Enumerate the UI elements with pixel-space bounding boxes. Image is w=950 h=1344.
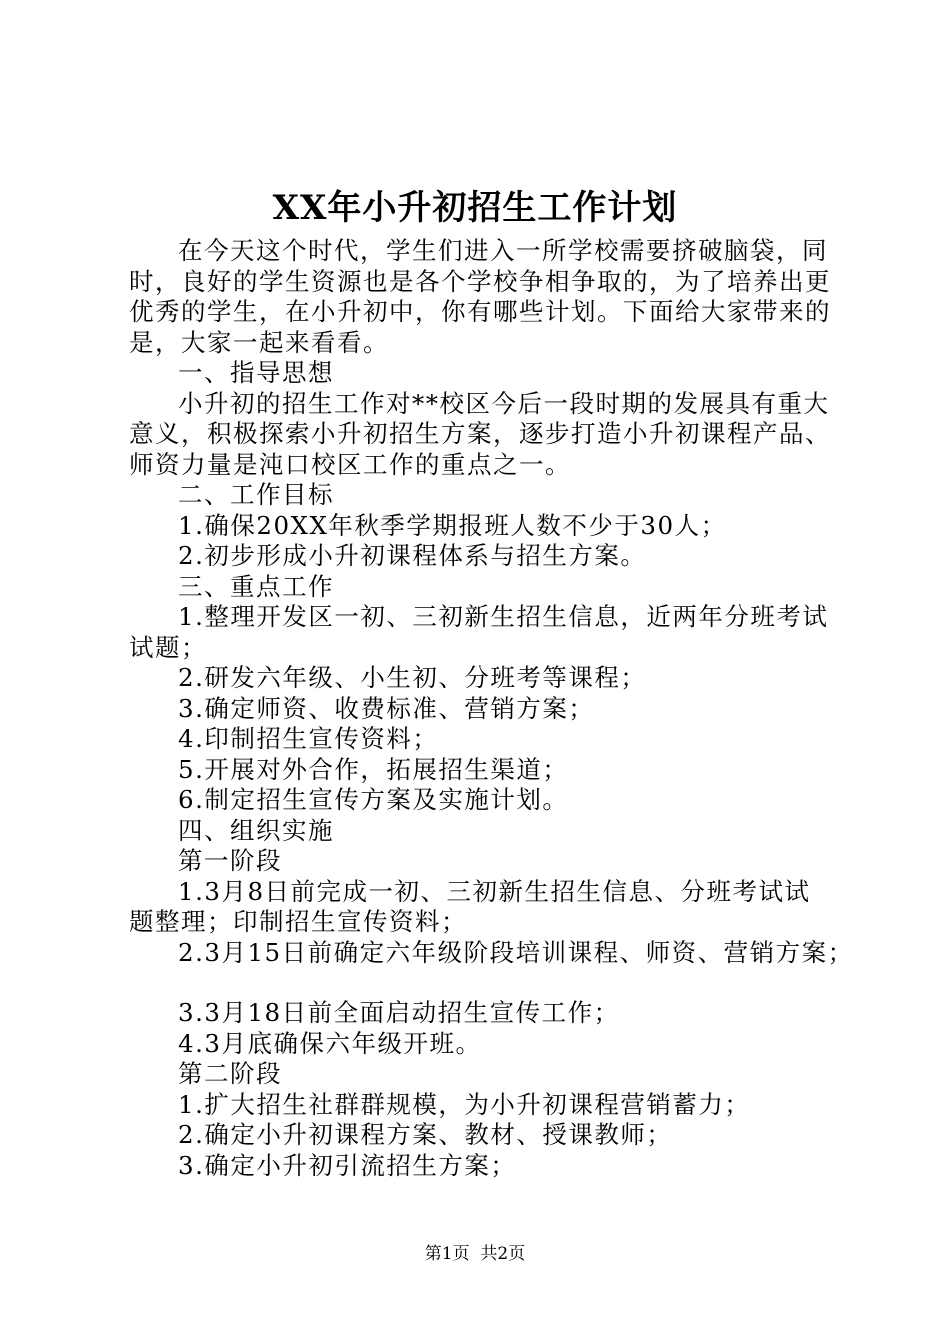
- intro-paragraph: 在今天这个时代，学生们进入一所学校需要挤破脑袋，同时，良好的学生资源也是各个学校争相争取的，为了培养出更优秀的学生，在小升初中，你有哪些计划。下面给大家带来的是，大家一起来看看。: [129, 236, 831, 357]
- phase-one-item-4: 4.3月底确保六年级开班。: [178, 1028, 482, 1058]
- phase-two-item-3: 3.确定小升初引流招生方案；: [178, 1150, 517, 1180]
- phase-two-item-1: 1.扩大招生社群群规模，为小升初课程营销蓄力；: [178, 1089, 751, 1119]
- page-title: XX年小升初招生工作计划: [272, 188, 678, 228]
- goal-item-1: 1.确保20XX年秋季学期报班人数不少于30人；: [178, 510, 727, 540]
- key-work-item-1: 1.整理开发区一初、三初新生招生信息，近两年分班考试试题；: [129, 602, 829, 662]
- key-work-item-5: 5.开展对外合作，拓展招生渠道；: [178, 754, 569, 784]
- section-heading-key-work: 三、重点工作: [178, 571, 334, 601]
- phase-one-item-1: 1.3月8日前完成一初、三初新生招生信息、分班考试试题整理；印制招生宣传资料；: [129, 876, 811, 936]
- section-heading-work-goals: 二、工作目标: [178, 480, 334, 509]
- key-work-item-3: 3.确定师资、收费标准、营销方案；: [178, 693, 595, 723]
- key-work-item-2: 2.研发六年级、小生初、分班考等课程；: [178, 663, 647, 692]
- phase-two-heading: 第二阶段: [178, 1059, 282, 1088]
- key-work-item-4: 4.印制招生宣传资料；: [178, 724, 439, 753]
- key-work-item-6: 6.制定招生宣传方案及实施计划。: [178, 785, 569, 814]
- goal-item-2: 2.初步形成小升初课程体系与招生方案。: [178, 541, 647, 570]
- page-number-footer: 第1页 共2页: [424, 1244, 526, 1264]
- phase-two-item-2: 2.确定小升初课程方案、教材、授课教师；: [178, 1120, 673, 1149]
- phase-one-item-3: 3.3月18日前全面启动招生宣传工作；: [178, 998, 620, 1027]
- section-heading-implementation: 四、组织实施: [178, 815, 334, 845]
- phase-one-item-2: 2.3月15日前确定六年级阶段培训课程、师资、营销方案；: [178, 937, 854, 967]
- guiding-ideology-paragraph: 小升初的招生工作对**校区今后一段时期的发展具有重大意义，积极探索小升初招生方案，逐步打造小升初课程产品、师资力量是沌口校区工作的重点之一。: [129, 388, 831, 479]
- document-body: [129, 236, 854, 1181]
- section-heading-guiding-ideology: 一、指导思想: [178, 358, 334, 387]
- phase-one-heading: 第一阶段: [178, 846, 282, 875]
